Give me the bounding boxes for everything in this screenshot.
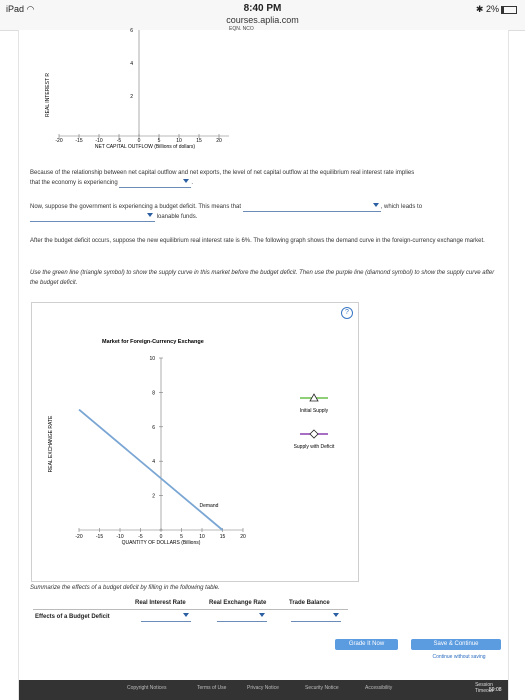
header-real-exchange-rate: Real Exchange Rate	[209, 600, 267, 606]
grade-it-now-button[interactable]: Grade It Now	[335, 639, 398, 650]
legend-label: Supply with Deficit	[293, 444, 335, 450]
question-1: Because of the relationship between net capital outflow and net exports, the level of net capital outflow at the equilibrium real interest rate implies that the economy is experiencing .	[30, 170, 415, 186]
x-tick-label: 10	[199, 534, 205, 540]
top-chart-cut-label: EQN. NCO	[229, 26, 254, 32]
y-axis-label: REAL EXCHANGE RATE	[48, 415, 54, 473]
x-tick-label: 20	[240, 534, 246, 540]
question-2: Now, suppose the government is experiencing a budget deficit. This means that , which leads to loanable funds.	[30, 204, 423, 220]
top-chart-x-tick: -10	[95, 138, 103, 144]
budget-deficit-paragraph: After the budget deficit occurs, suppose the new equilibrium real interest rate is 6%. The following graph shows the demand curve in the foreign-currency exchange market.	[30, 238, 485, 244]
y-tick-label: 6	[152, 424, 155, 431]
top-chart-x-tick: -20	[55, 138, 63, 144]
status-bar	[0, 0, 525, 31]
x-tick-label: 5	[180, 534, 183, 540]
top-chart-x-tick: 10	[176, 138, 182, 144]
interest-rate-dropdown[interactable]	[141, 612, 191, 622]
footer-link-privacy[interactable]: Privacy Notice	[247, 685, 279, 691]
x-tick-label: -5	[138, 534, 143, 540]
footer-link-accessibility[interactable]: Accessibility	[365, 685, 393, 691]
top-chart-y-tick: 2	[130, 94, 133, 100]
legend-label: Initial Supply	[299, 408, 329, 414]
continue-without-saving-link[interactable]: Continue without saving	[432, 654, 486, 660]
save-continue-button[interactable]: Save & Continue	[411, 639, 501, 650]
top-chart	[19, 26, 508, 155]
battery-indicator: ✱ 2%	[476, 4, 517, 15]
footer	[19, 680, 508, 700]
trade-balance-dropdown[interactable]	[291, 612, 341, 622]
graph-instructions: Use the green line (triangle symbol) to show the supply curve in this market before the budget deficit. Then use the purple line (diamond symbol) to show the supply curve after the budget deficit.	[30, 270, 495, 286]
diamond-marker	[310, 430, 318, 438]
top-chart-x-tick: 20	[216, 138, 222, 144]
device-label: iPad ◠	[6, 4, 35, 14]
x-tick-label: -20	[75, 534, 83, 540]
economy-dropdown[interactable]	[119, 178, 191, 188]
session-timer: 59:08	[489, 687, 502, 693]
top-chart-x-tick: -5	[116, 138, 122, 144]
top-chart-y-tick: 6	[130, 28, 133, 34]
summary-table	[33, 600, 373, 626]
x-tick-label: -15	[95, 534, 104, 540]
y-tick-label: 10	[149, 356, 155, 362]
top-chart-y-tick: 4	[130, 61, 133, 67]
help-icon[interactable]: ?	[341, 307, 353, 319]
footer-link-copyright[interactable]: Copyright Notices	[127, 685, 167, 691]
top-chart-x-tick: 15	[196, 138, 202, 144]
top-chart-x-tick: -15	[75, 138, 83, 144]
graph-panel	[31, 302, 359, 582]
fx-chart	[32, 303, 358, 581]
footer-link-security[interactable]: Security Notice	[305, 685, 339, 691]
x-axis-label: QUANTITY OF DOLLARS (Billions)	[121, 540, 201, 546]
row-label-effects: Effects of a Budget Deficit	[35, 614, 110, 620]
deficit-meaning-dropdown[interactable]	[243, 202, 381, 212]
x-tick-label: 15	[219, 534, 226, 540]
demand-curve-label: Demand	[199, 503, 219, 509]
address-bar[interactable]: courses.aplia.com	[226, 15, 299, 25]
top-chart-x-tick: 0	[137, 138, 141, 144]
wifi-icon: ◠	[26, 4, 35, 14]
header-trade-balance: Trade Balance	[289, 600, 330, 606]
top-chart-y-label: REAL INTEREST R	[45, 73, 51, 117]
y-tick-label: 2	[152, 493, 155, 500]
demand-curve	[79, 410, 223, 530]
exchange-rate-dropdown[interactable]	[217, 612, 267, 622]
header-real-interest-rate: Real Interest Rate	[135, 600, 186, 606]
clock: 8:40 PM	[243, 3, 282, 14]
assignment-page	[18, 26, 509, 700]
chart-title: Market for Foreign-Currency Exchange	[102, 339, 204, 345]
session-timeout-label: Session Timeout	[475, 682, 493, 694]
y-tick-label: 4	[152, 459, 155, 466]
summary-instructions: Summarize the effects of a budget deficit by filling in the following table.	[30, 585, 220, 591]
footer-link-terms[interactable]: Terms of Use	[197, 685, 227, 691]
top-chart-x-tick: 5	[157, 138, 161, 144]
bluetooth-icon: ✱	[475, 4, 484, 14]
battery-icon	[501, 6, 517, 14]
top-chart-x-label: NET CAPITAL OUTFLOW (Billions of dollars)	[94, 144, 196, 150]
y-tick-label: 8	[152, 390, 155, 397]
loanable-funds-dropdown[interactable]	[30, 212, 155, 222]
x-tick-label: 0	[159, 534, 163, 540]
x-tick-label: -10	[116, 534, 124, 540]
